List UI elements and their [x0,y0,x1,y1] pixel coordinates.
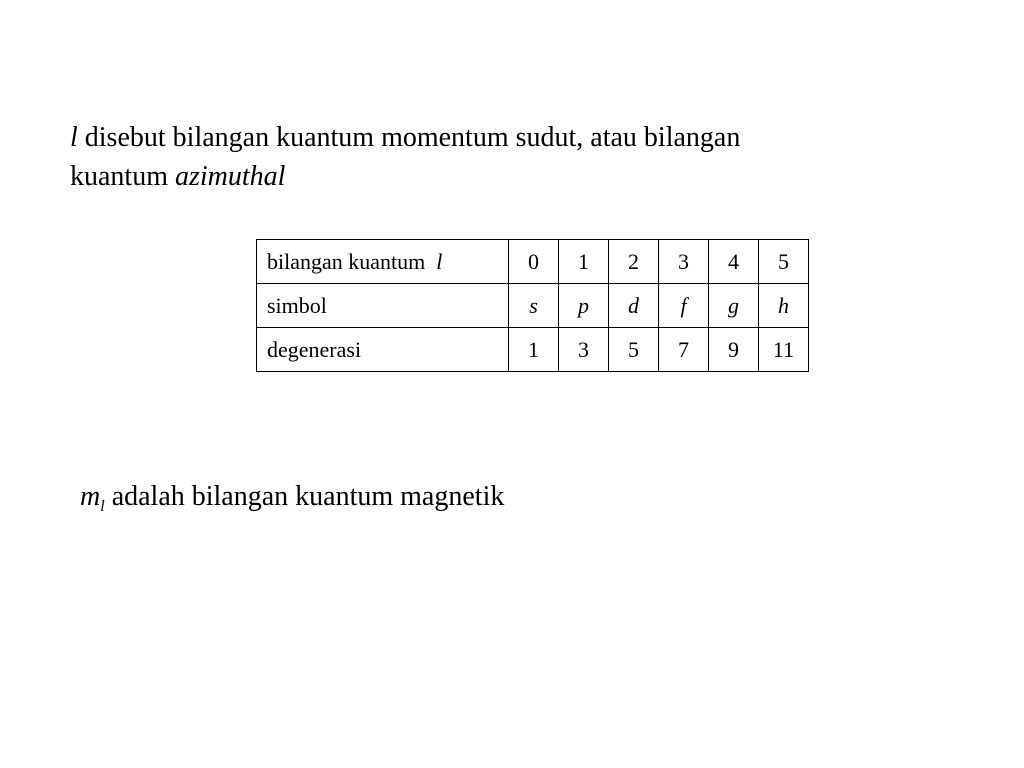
para2-text: adalah bilangan kuantum magnetik [104,481,505,512]
table-cell: 9 [709,328,759,372]
table-cell: 3 [559,328,609,372]
table-cell: s [509,284,559,328]
table-cell: f [659,284,709,328]
row-label-quantum-number: bilangan kuantum l [257,240,509,284]
table-cell: 4 [709,240,759,284]
l-subscript: l [100,498,105,515]
azimuthal-quantum-number-paragraph [70,118,930,196]
table-cell: g [709,284,759,328]
table-row [257,240,809,284]
table-cell: 5 [759,240,809,284]
row-label-degeneracy: degenerasi [257,328,509,372]
table-cell: d [609,284,659,328]
table-cell: 0 [509,240,559,284]
table-cell: h [759,284,809,328]
para1-text-line2: kuantum [70,161,175,192]
m-symbol: m [80,481,101,512]
table-row [257,328,809,372]
azimuthal-word: azimuthal [175,161,286,192]
table-cell: 3 [659,240,709,284]
table-cell: p [559,284,609,328]
table-row [257,284,809,328]
table-cell: 1 [509,328,559,372]
l-symbol: l [70,122,78,153]
quantum-number-table [256,239,809,372]
table-cell: 5 [609,328,659,372]
table-cell: 7 [659,328,709,372]
para1-text-line1: disebut bilangan kuantum momentum sudut, atau bilangan [77,122,741,153]
table-cell: 11 [759,328,809,372]
table-cell: 2 [609,240,659,284]
row-label-symbol: simbol [257,284,509,328]
magnetic-quantum-number-paragraph [80,479,504,525]
table-cell: 1 [559,240,609,284]
